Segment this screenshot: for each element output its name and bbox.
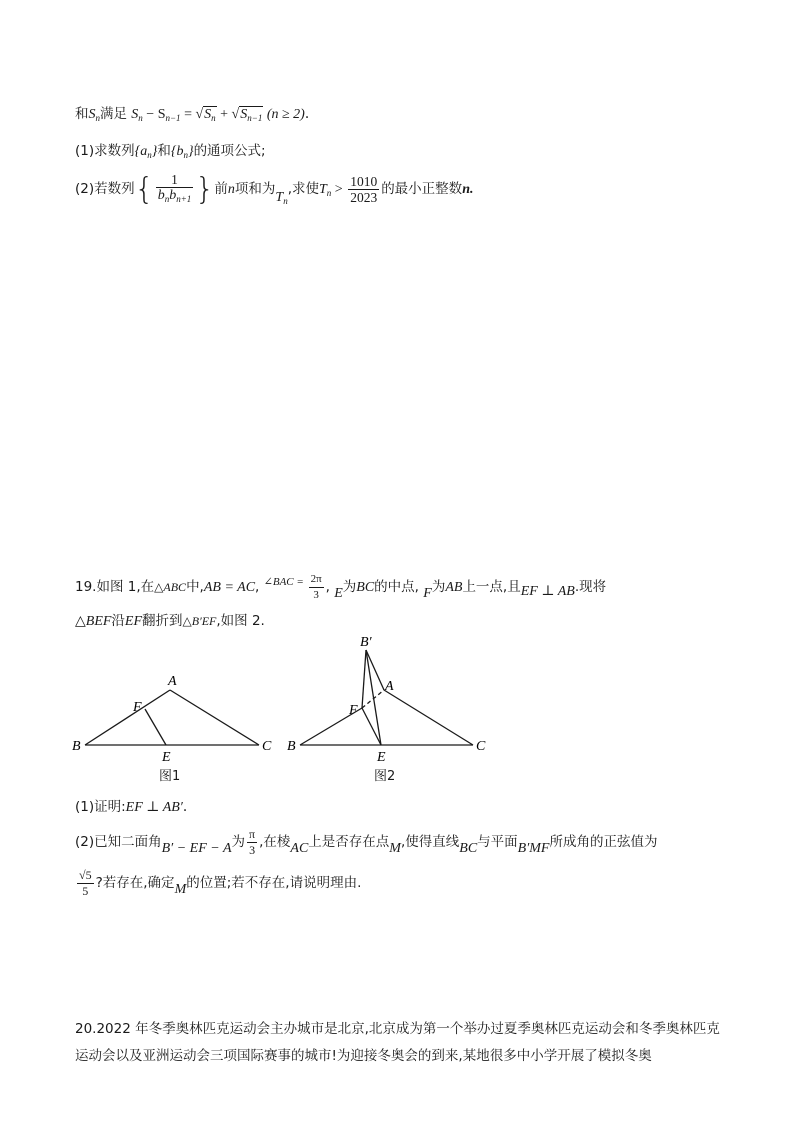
q18-sequence-fraction: $\frac{1}{b_nb_{n+1}}$ (157, 172, 192, 204)
fig2-label-E: E (377, 750, 386, 765)
q19-part2-line2: $\frac{√5}{5}$ ?若存在,确定M的位置;若不存在,请说明理由. (79, 868, 362, 898)
q19-line2: △BEF沿EF翻折到△B′EF,如图 2. (75, 613, 265, 629)
fig2-label-C: C (476, 739, 486, 754)
q19-line1: 19.如图 1,在△ABC中,AB = AC, $^{\angle BAC =}$ $\frac{2\pi}{3}$ , E为BC的中点, F为AB上一点,且EF ⊥ AB.现将 (75, 573, 607, 601)
q18-relation: $S_n - S_{n-1} = √S_n + √S_{n-1}$ (n ≥ 2) (131, 107, 305, 123)
q18-sn: $S_n$ (88, 107, 100, 123)
figure-1-triangle (85, 690, 259, 745)
q19-figures (0, 632, 800, 782)
q18-rhs-fraction: $\frac{1010}{2023}$ (350, 174, 378, 205)
fig2-label-F: F (349, 703, 358, 718)
fig2-label-Bprime: B′ (360, 635, 372, 650)
q19-part2-line1: (2)已知二面角B′ − EF − A为 $\frac{\pi}{3}$ ,在棱AC上是否存在点M,使得直线BC与平面B′MF所成角的正弦值为 (75, 827, 658, 857)
fig2-label-B: B (287, 739, 296, 754)
q18-part2: (2)若数列{ $\frac{1}{b_nb_{n+1}}$ }前n项和为$T_n$,求使$T_n$ > $\frac{1010}{2023}$ 的最小正整数n. (75, 172, 474, 207)
q18-part1: (1)求数列$\{a_n\}$和$\{b_n\}$的通项公式; (75, 143, 266, 160)
fig1-caption: 图1 (159, 769, 181, 784)
q18-intro-line: 和$S_n$满足 $S_n - S_{n-1} = √S_n + √S_{n-1}$ (n ≥ 2). (75, 106, 310, 123)
q20-paragraph: 20.2022 年冬季奥林匹克运动会主办城市是北京,北京成为第一个举办过夏季奥林匹克运动会和冬季奥林匹克运动会以及亚洲运动会三项国际赛事的城市!为迎接冬奥会的到来,某地很多中小学开展了模拟冬奥 (75, 1021, 720, 1064)
fig1-label-B: B (72, 739, 81, 754)
fig1-label-A: A (168, 674, 177, 689)
fig2-label-A: A (385, 679, 394, 694)
fig1-label-F: F (133, 700, 142, 715)
fig1-label-E: E (162, 750, 171, 765)
figure-2-folded (300, 650, 473, 745)
fig2-caption: 图2 (374, 769, 396, 784)
q19-part1: (1)证明:EF ⊥ AB′. (75, 799, 188, 815)
fig1-label-C: C (262, 739, 272, 754)
